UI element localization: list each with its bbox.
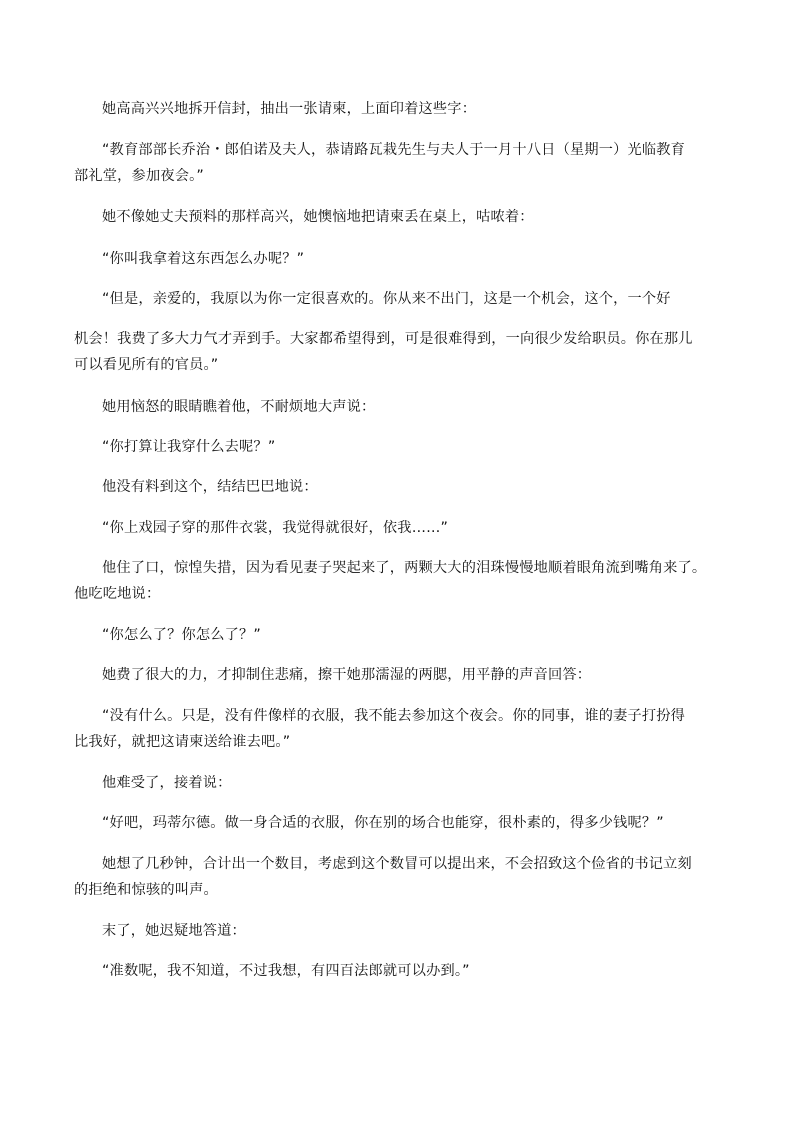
paragraph-continuation: 部礼堂，参加夜会。” <box>74 168 204 184</box>
paragraph: “你打算让我穿什么去呢？” <box>102 439 276 455</box>
paragraph: “好吧，玛蒂尔德。做一身合适的衣服，你在别的场合也能穿，很朴素的，得多少钱呢？” <box>102 815 664 831</box>
paragraph-continuation: 他吃吃地说： <box>74 586 161 602</box>
paragraph: 她不像她丈夫预料的那样高兴，她懊恼地把请柬丢在桌上，咕哝着： <box>102 209 534 225</box>
paragraph: 她想了几秒钟，合计出一个数目，考虑到这个数冒可以提出来，不会招致这个俭省的书记立刻 <box>102 856 692 872</box>
paragraph: 她高高兴兴地拆开信封，抽出一张请柬，上面印着这些字： <box>102 101 477 117</box>
paragraph: “你上戏园子穿的那件衣裳，我觉得就很好，依我……” <box>102 520 449 536</box>
paragraph: 她用恼怒的眼睛瞧着他，不耐烦地大声说： <box>102 399 376 415</box>
paragraph: 他没有料到这个，结结巴巴地说： <box>102 479 318 495</box>
paragraph: 她费了很大的力，才抑制住悲痛，擦干她那濡湿的两腮，用平静的声音回答： <box>102 667 592 683</box>
paragraph: “教育部部长乔治・郎伯诺及夫人，恭请路瓦栽先生与夫人于一月十八日（星期一）光临教育 <box>102 142 686 158</box>
paragraph-continuation: 可以看见所有的官员。” <box>74 357 219 373</box>
paragraph-continuation: 比我好，就把这请柬送给谁去吧。” <box>74 734 291 750</box>
paragraph: “你怎么了？你怎么了？” <box>102 627 261 643</box>
paragraph: 他住了口，惊惶失措，因为看见妻子哭起来了，两颗大大的泪珠慢慢地顺着眼角流到嘴角来了。 <box>102 560 707 576</box>
paragraph: “准数呢，我不知道，不过我想，有四百法郎就可以办到。” <box>102 963 470 979</box>
paragraph: “但是，亲爱的，我原以为你一定很喜欢的。你从来不出门，这是一个机会，这个，一个好 <box>102 291 671 307</box>
paragraph: “没有什么。只是，没有件像样的衣服，我不能去参加这个夜会。你的同事，谁的妻子打扮得 <box>102 708 686 724</box>
paragraph: “你叫我拿着这东西怎么办呢？” <box>102 251 305 267</box>
paragraph-continuation: 的拒绝和惊骇的叫声。 <box>74 882 218 898</box>
paragraph: 他难受了，接着说： <box>102 775 232 791</box>
paragraph-continuation: 机会！我费了多大力气才弄到手。大家都希望得到，可是很难得到，一向很少发给职员。你在那儿 <box>74 331 693 347</box>
paragraph: 末了，她迟疑地答道： <box>102 923 246 939</box>
